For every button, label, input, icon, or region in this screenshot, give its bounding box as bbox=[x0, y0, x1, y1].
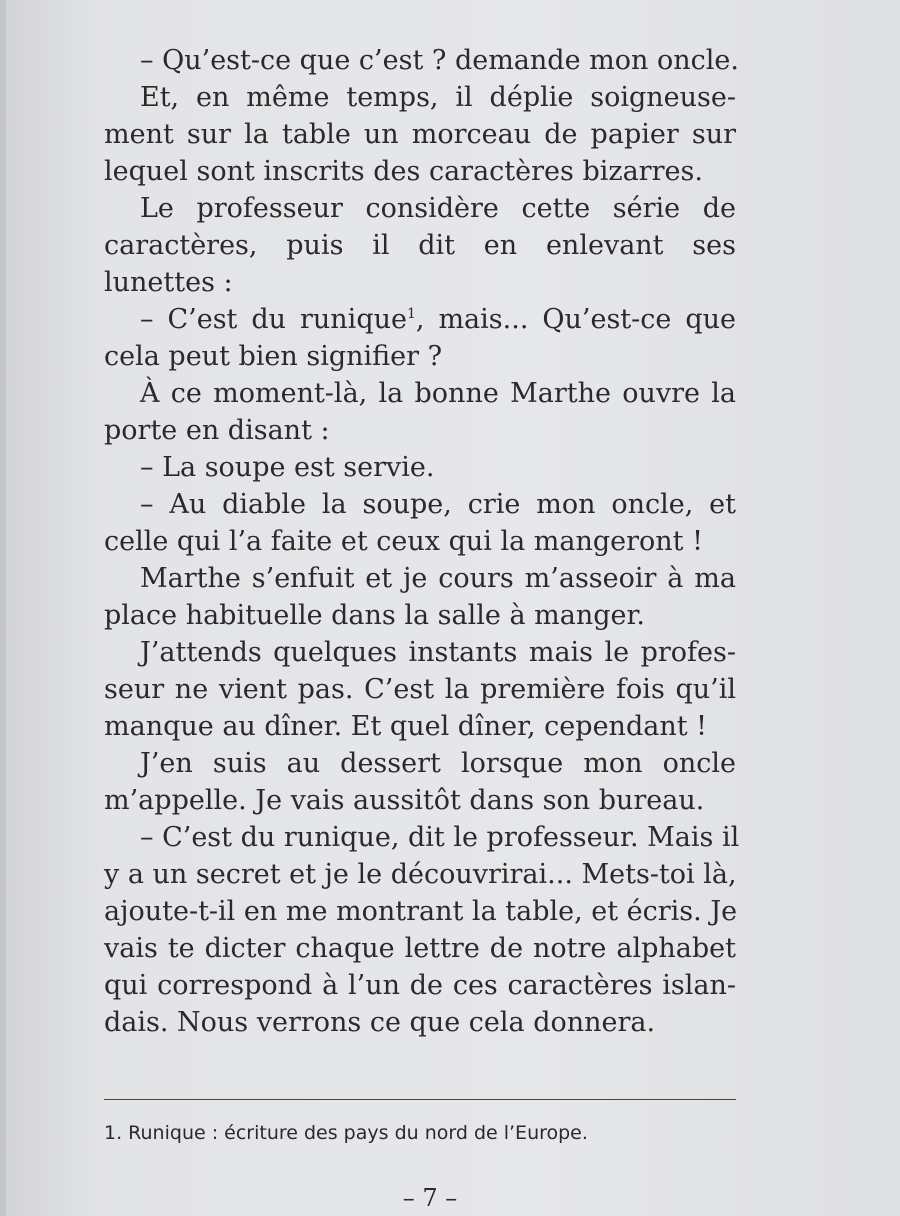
page-number: – 7 – bbox=[402, 1184, 458, 1212]
text-line bbox=[104, 893, 736, 930]
text-line-content: ment sur la table un morceau de papier sur bbox=[104, 119, 736, 150]
text-line-content: – C’est du runique bbox=[140, 304, 407, 335]
text-line-content: cela peut bien signifier ? bbox=[104, 341, 443, 372]
text-line bbox=[104, 745, 736, 782]
text-line-content: porte en disant : bbox=[104, 415, 330, 446]
text-line bbox=[104, 116, 736, 153]
text-line bbox=[104, 486, 736, 523]
text-line-content: lequel sont inscrits des caractères bizarres. bbox=[104, 156, 703, 187]
text-line-content: vais te dicter chaque lettre de notre alphabet bbox=[104, 933, 736, 964]
text-line bbox=[104, 856, 736, 893]
text-line bbox=[104, 819, 740, 856]
text-line bbox=[104, 301, 736, 338]
text-line bbox=[104, 375, 736, 412]
text-line bbox=[104, 523, 736, 560]
text-line-content: y a un secret et je le découvrirai... Mets-toi là, bbox=[104, 859, 737, 890]
text-line bbox=[104, 227, 736, 264]
text-line-content: manque au dîner. Et quel dîner, cependant ! bbox=[104, 711, 707, 742]
text-line-content: – La soupe est servie. bbox=[140, 452, 435, 483]
text-line-content: qui correspond à l’un de ces caractères islan- bbox=[104, 970, 736, 1001]
text-line bbox=[104, 412, 736, 449]
text-line bbox=[104, 634, 736, 671]
text-line-content: seur ne vient pas. C’est la première fois qu’il bbox=[104, 674, 736, 705]
text-line bbox=[104, 264, 736, 301]
text-line-content: place habituelle dans la salle à manger. bbox=[104, 600, 646, 631]
text-line-content: Le professeur considère cette série de bbox=[140, 193, 736, 224]
text-line-content: celle qui l’a faite et ceux qui la mangeront ! bbox=[104, 526, 703, 557]
text-line-content: caractères, puis il dit en enlevant ses bbox=[104, 230, 736, 261]
text-line bbox=[104, 190, 736, 227]
footnote-rule bbox=[104, 1099, 736, 1100]
text-line-content: ajoute-t-il en me montrant la table, et écris. Je bbox=[104, 896, 738, 927]
text-line-content: m’appelle. Je vais aussitôt dans son bureau. bbox=[104, 785, 705, 816]
text-line bbox=[104, 597, 736, 634]
text-line bbox=[104, 1004, 736, 1041]
text-line bbox=[104, 338, 736, 375]
text-line-content: – Qu’est-ce que c’est ? demande mon oncle. bbox=[140, 45, 739, 76]
text-line-content: , mais... Qu’est-ce que bbox=[415, 304, 736, 335]
body-text bbox=[104, 42, 740, 1041]
text-line bbox=[104, 930, 736, 967]
text-line bbox=[104, 708, 736, 745]
text-line-content: – Au diable la soupe, crie mon oncle, et bbox=[140, 489, 736, 520]
text-line-content: Marthe s’enfuit et je cours m’asseoir à ma bbox=[140, 563, 736, 594]
text-line bbox=[104, 153, 736, 190]
text-line-content: J’en suis au dessert lorsque mon oncle bbox=[140, 748, 736, 779]
page-edge bbox=[0, 0, 6, 1216]
text-line-content: lunettes : bbox=[104, 267, 233, 298]
text-line bbox=[104, 560, 736, 597]
text-line bbox=[104, 671, 736, 708]
text-line bbox=[104, 42, 739, 79]
footnote-marker: 1 bbox=[406, 306, 416, 322]
text-line-content: – C’est du runique, dit le professeur. Mais il bbox=[140, 822, 740, 853]
footnote: 1. Runique : écriture des pays du nord de l’Europe. bbox=[104, 1122, 588, 1144]
text-line-content: Et, en même temps, il déplie soigneuse- bbox=[140, 82, 736, 113]
text-line bbox=[104, 79, 736, 116]
text-line bbox=[104, 782, 736, 819]
text-line bbox=[104, 967, 736, 1004]
text-line bbox=[104, 449, 736, 486]
text-line-content: dais. Nous verrons ce que cela donnera. bbox=[104, 1007, 656, 1038]
text-line-content: J’attends quelques instants mais le profes- bbox=[140, 637, 736, 668]
text-line-content: À ce moment-là, la bonne Marthe ouvre la bbox=[140, 378, 736, 409]
